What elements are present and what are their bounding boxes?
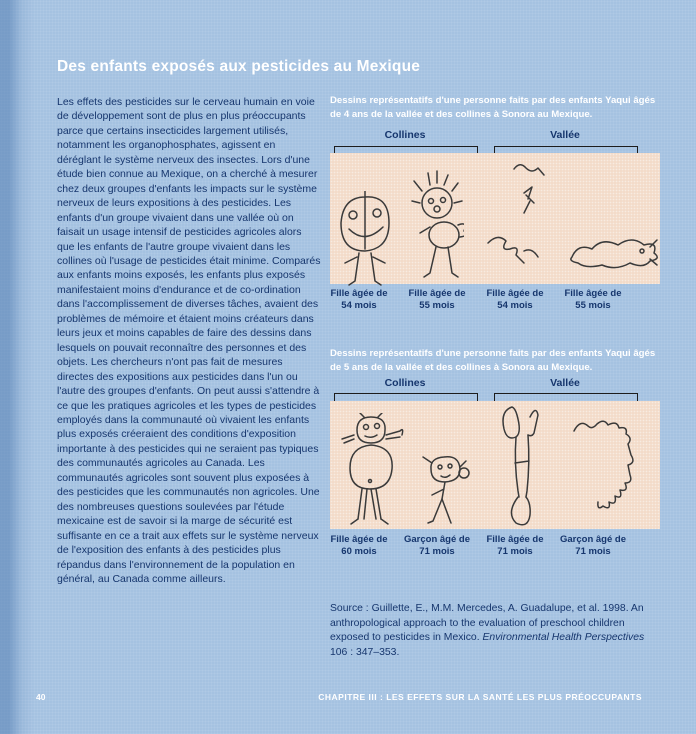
column-header-vallee: Vallée — [550, 129, 580, 141]
source-pages: 106 : 347–353. — [330, 646, 400, 658]
drawing-label: Fille âgée de 55 mois — [564, 288, 622, 311]
column-header-collines: Collines — [384, 129, 426, 141]
child-drawing-small-person — [418, 449, 474, 529]
source-text: Source : Guillette, E., M.M. Mercedes, A. Guadalupe, et al. 1998. An anthropological approach to the evaluation of preschool children exposed to pesticides in Mexico. — [330, 603, 644, 643]
page-title: Des enfants exposés aux pesticides au Mexique — [57, 58, 421, 75]
child-drawing-horizontal-scribble — [566, 221, 658, 279]
figure-caption: Dessins représentatifs d'une personne faits par des enfants Yaqui âgés de 4 ans de la vallée et des collines à Sonora au Mexique. — [330, 95, 656, 120]
drawing-labels-row — [320, 534, 632, 558]
drawing-label: Fille âgée de 55 mois — [408, 288, 466, 311]
child-drawing-tall-trunk — [492, 403, 548, 529]
drawing-label: Fille âgée de 60 mois — [330, 534, 388, 557]
drawing-label: Garçon âgé de 71 mois — [404, 534, 470, 557]
drawings-panel — [330, 401, 660, 529]
figure-drawings-age-4 — [330, 94, 660, 318]
source-citation — [330, 602, 660, 660]
drawings-panel — [330, 153, 660, 284]
body-paragraph: Les effets des pesticides sur le cerveau humain en voie de développement sont de plus en plus préoccupants parce que certains insecticides largement utilisés, notamment les organophosphates, agissent en déréglant le système nerveux des insectes. Lors d'une étude bien connue au Mexique, on a cherché à mesurer chez deux groupes d'enfants les impacts sur le système nerveux de leurs expositions à des pesticides. Les enfants d'un groupe vivaient dans une vallée où on faisait un usage intensif de pesticides agricoles alors que les enfants de l'autre groupe vivaient dans les collines où l'usage de pesticides était minime. Comparés aux enfants moins exposés, les enfants plus exposés manifestaient moins d'endurance et de co-ordination dans l'accomplissement de diverses tâches, avaient des problèmes de mémoire et étaient moins créateurs dans leurs jeux et moins capables de faire des dessins dans lesquels on pouvait reconnaître des personnes et des objets. Les chercheurs n'ont pas fait de mesures directes des expositions aux pesticides dans l'un ou l'autre des groupes d'enfants. On peut aussi s'attendre à ce que les pratiques agricoles et les types de pesticides employés dans la communauté où vivaient les enfants plus exposés créeraient des conditions d'exposition importante à des pesticides qui ne seraient pas typiques des communautés agricoles au Canada. Les communautés agricoles sont souvent plus exposées à des pesticides que les communautés non agricoles. Une des nombreuses questions soulevées par l'étude mexicaine est de savoir si la marge de sécurité est suffisante en ce a trait aux effets sur le système nerveux de l'exposition des enfants à des pesticides plus répandus dans l'environnement de la population en général, au Canada comme ailleurs. — [57, 96, 321, 585]
drawing-label: Fille âgée de 54 mois — [330, 288, 388, 311]
drawing-label: Fille âgée de 71 mois — [486, 534, 544, 557]
figure-drawings-age-5 — [330, 347, 660, 561]
figure-caption: Dessins représentatifs d'une personne faits par des enfants Yaqui âgés de 5 ans de la vallée et des collines à Sonora au Mexique. — [330, 348, 656, 373]
child-drawing-spiky-figure — [404, 169, 464, 281]
drawing-labels-row — [320, 288, 632, 312]
column-header-vallee: Vallée — [550, 377, 580, 389]
drawing-label: Fille âgée de 54 mois — [486, 288, 544, 311]
drawing-label: Garçon âgé de 71 mois — [560, 534, 626, 557]
source-journal-title: Environmental Health Perspectives — [482, 632, 645, 643]
child-drawing-large-person — [338, 413, 404, 527]
child-drawing-smiley-figure — [337, 191, 393, 287]
page-number: 40 — [36, 692, 46, 702]
column-header-collines: Collines — [384, 377, 426, 389]
chapter-running-footer: CHAPITRE III : LES EFFETS SUR LA SANTÉ LES PLUS PRÉOCCUPANTS — [318, 692, 642, 702]
child-drawing-meander-line — [570, 417, 656, 513]
child-drawing-sparse-scribbles — [480, 159, 560, 281]
